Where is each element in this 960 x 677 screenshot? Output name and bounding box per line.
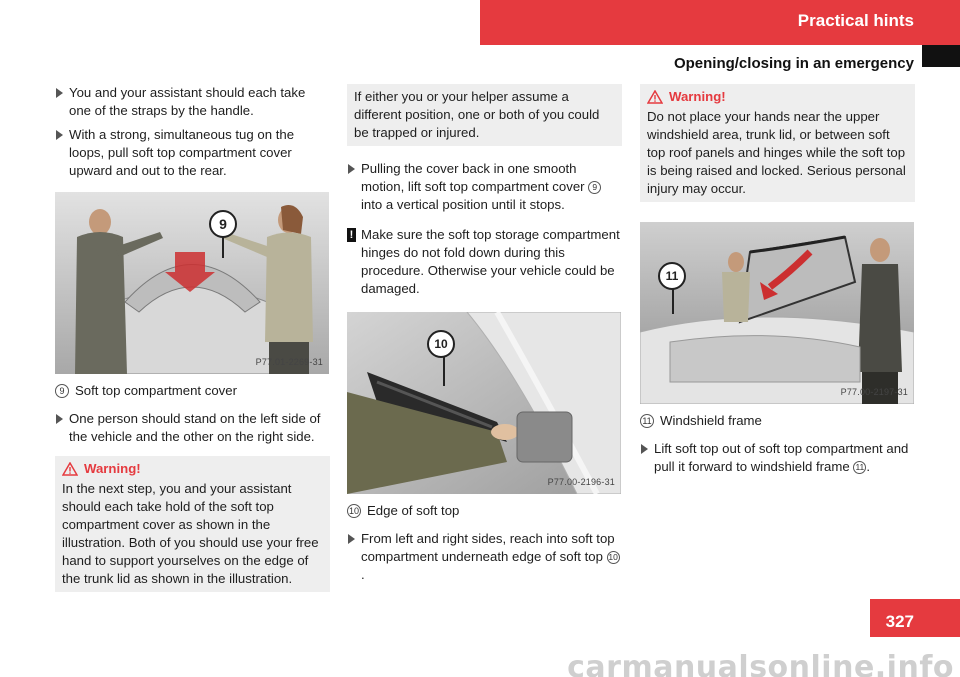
caption-text: Windshield frame <box>660 413 762 428</box>
warning-text: Do not place your hands near the upper windshield area, trunk lid, or between soft top roof panels and hinges while the soft top is being raised and locked. Serious personal injury may occur. <box>647 109 906 196</box>
step-pull-cover <box>55 126 330 180</box>
column-2 <box>347 84 622 590</box>
caption-11 <box>640 412 915 430</box>
step-pull-forward: Lift soft top out of soft top compartment and pull it forward to windshield frame 11 . <box>640 440 915 476</box>
step-arrow-icon <box>56 130 63 140</box>
illustration-two-people-lifting-cover <box>55 192 329 374</box>
figure-code: P77.01-2269-31 <box>255 357 323 367</box>
watermark: carmanualsonline.info <box>567 650 954 677</box>
callout-11: 11 <box>658 262 686 290</box>
figure-edge-of-soft-top <box>347 312 621 494</box>
callout-number: 10 <box>348 506 359 516</box>
warning-triangle-icon <box>62 462 78 476</box>
step-text: With a strong, simultaneous tug on the loops, pull soft top compartment cover upward and out to the rear. <box>69 127 295 178</box>
step-arrow-icon <box>56 414 63 424</box>
figure-windshield-frame <box>640 222 914 404</box>
callout-ref-10: 10 <box>608 552 618 562</box>
caption-text: Edge of soft top <box>367 503 460 518</box>
column-3 <box>640 84 915 482</box>
warning-heading: Warning! <box>62 460 323 478</box>
exclamation-icon: ! <box>347 228 356 242</box>
section-tab-marker <box>922 45 960 67</box>
step-arrow-icon <box>348 534 355 544</box>
step-lift-cover: Pulling the cover back in one smooth motion, lift soft top compartment cover 9 into a vertical position until it stops. <box>347 160 622 214</box>
step-text: You and your assistant should each take one of the straps by the handle. <box>69 85 306 118</box>
note-text: Make sure the soft top storage compartment hinges do not fold down during this procedure. Otherwise your vehicle could be damaged. <box>361 227 620 296</box>
note-hinges <box>347 226 622 298</box>
page-number-box <box>870 599 960 637</box>
warning-triangle-icon <box>647 90 663 104</box>
callout-ref-9: 9 <box>588 181 601 194</box>
callout-number: 11 <box>640 414 654 428</box>
chapter-title: Practical hints <box>797 11 914 30</box>
step-arrow-icon <box>56 88 63 98</box>
illustration-pulling-top-forward <box>640 222 914 404</box>
warning-box-2 <box>640 84 915 202</box>
step-stand-sides <box>55 410 330 446</box>
caption-text: Soft top compartment cover <box>75 383 237 398</box>
warning-box-1 <box>55 456 330 592</box>
figure-soft-top-cover <box>55 192 329 374</box>
caption-9 <box>55 382 330 400</box>
info-box: If either you or your helper assume a different position, one or both of you could be trapped or injured. <box>347 84 622 146</box>
callout-9: 9 <box>209 210 237 238</box>
callout-10: 10 <box>427 330 455 358</box>
warning-heading: Warning! <box>647 88 908 106</box>
step-arrow-icon <box>641 444 648 454</box>
column-1 <box>55 84 330 592</box>
section-title: Opening/closing in an emergency <box>673 55 914 72</box>
step-reach-under: From left and right sides, reach into soft top compartment underneath edge of soft top 10. <box>347 530 622 584</box>
caption-10 <box>347 502 622 520</box>
illustration-reaching-under-top <box>347 312 621 494</box>
callout-number: 9 <box>55 384 69 398</box>
warning-text: In the next step, you and your assistant should each take hold of the soft top compartment cover as shown in the illustration. Both of you should use your free hand to support yourselves on the edge of the trunk lid as shown in the illustration. <box>62 481 319 586</box>
figure-code: P77.00-2197-31 <box>840 387 908 397</box>
step-take-straps <box>55 84 330 120</box>
step-arrow-icon <box>348 164 355 174</box>
figure-code: P77.00-2196-31 <box>547 477 615 487</box>
step-text: One person should stand on the left side of the vehicle and the other on the right side. <box>69 411 321 444</box>
page-number: 327 <box>885 612 914 631</box>
callout-ref-11: 11 <box>853 461 866 474</box>
